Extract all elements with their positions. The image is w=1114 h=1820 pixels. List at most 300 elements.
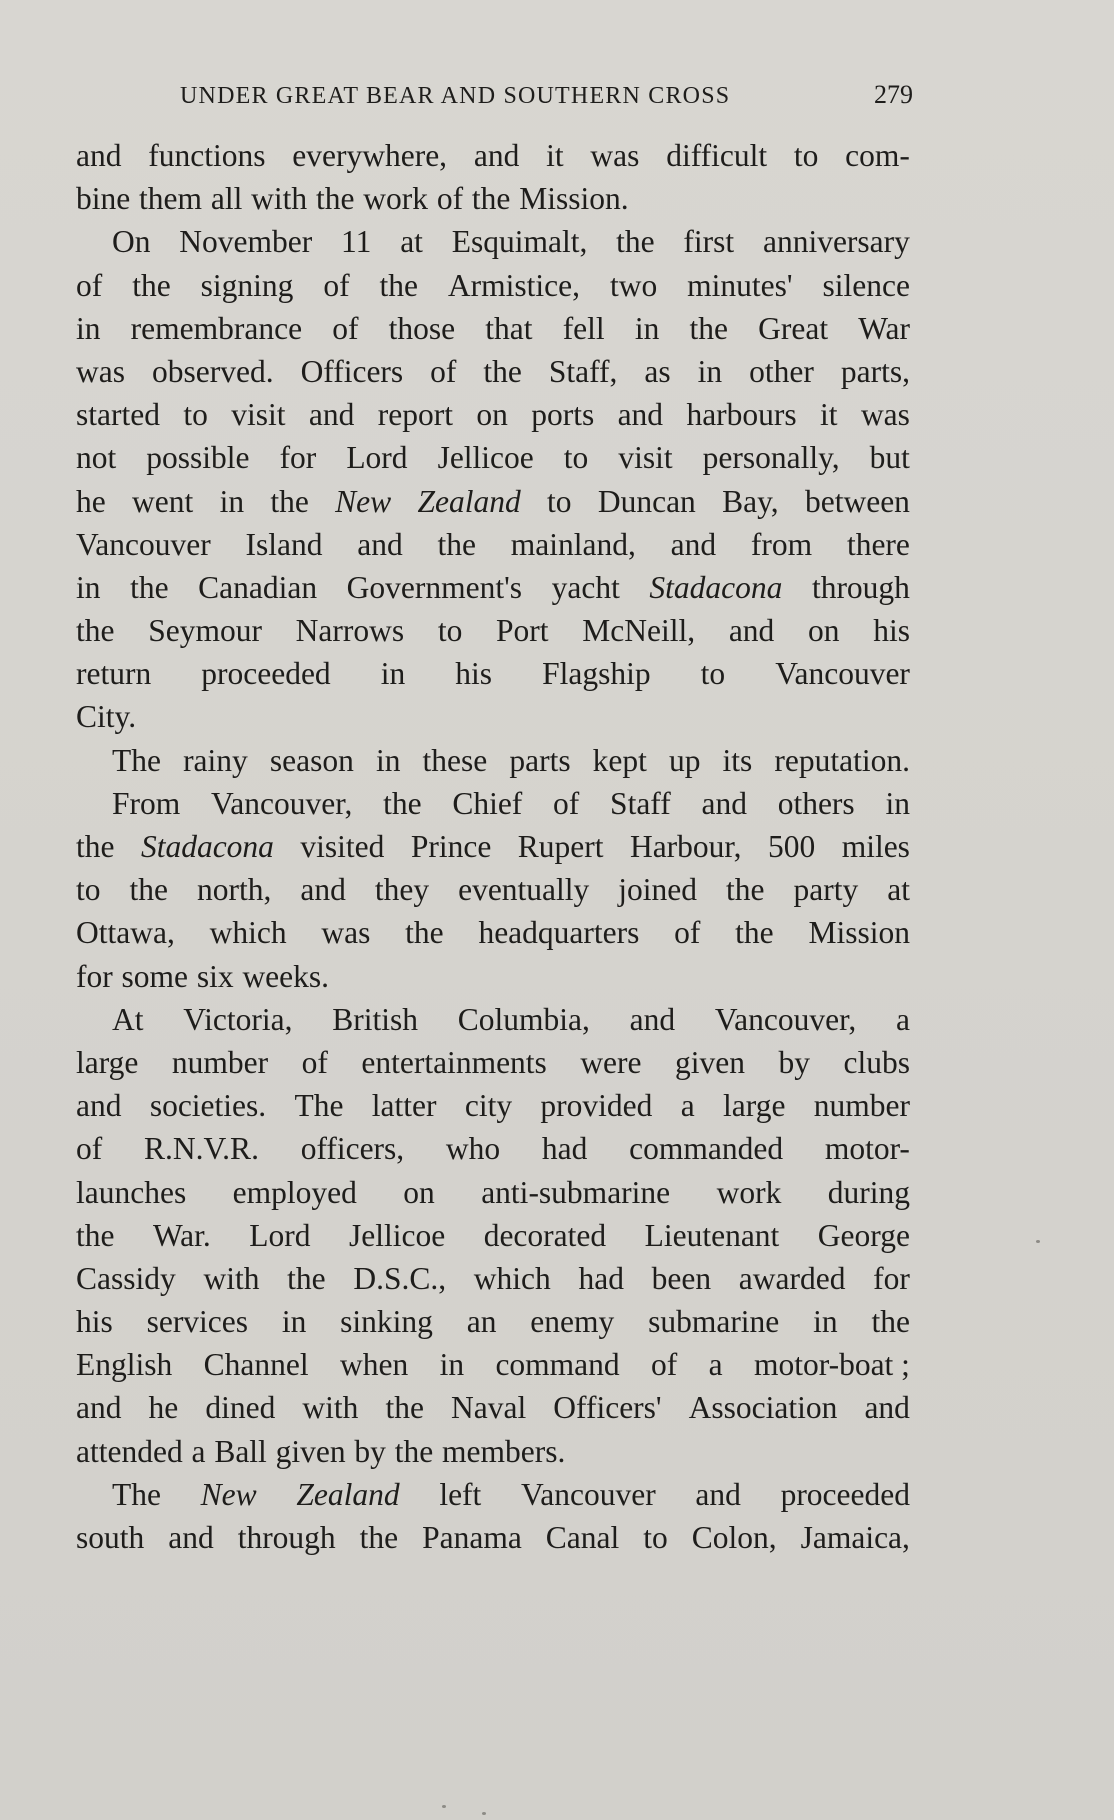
text-line <box>76 480 910 523</box>
word: for <box>873 1260 910 1296</box>
word: The <box>294 1088 344 1124</box>
word: to <box>643 1520 668 1555</box>
word: with <box>203 1260 260 1296</box>
word: the <box>405 915 444 951</box>
text-line <box>76 1041 910 1084</box>
text-line <box>76 955 910 998</box>
word: started <box>76 397 160 433</box>
text-line <box>76 1473 910 1516</box>
word: Vancouver <box>76 526 211 562</box>
word: anniversary <box>762 224 910 260</box>
word: others <box>777 785 855 821</box>
word: between <box>804 483 910 519</box>
word: Vancouver <box>775 656 910 692</box>
italic-word: Zealand <box>296 1476 400 1512</box>
word: left <box>439 1476 482 1512</box>
word: by <box>354 1433 386 1469</box>
word: members. <box>442 1433 566 1469</box>
word: ports <box>531 397 595 433</box>
word: of <box>76 1131 103 1167</box>
word: the <box>483 353 522 389</box>
word: up <box>668 742 701 778</box>
word: Naval <box>451 1390 527 1426</box>
word: were <box>580 1044 642 1080</box>
paper-speck <box>482 1812 486 1815</box>
italic-word: Stadacona <box>649 569 783 605</box>
word: the <box>379 267 418 303</box>
word: in <box>813 1304 838 1340</box>
text-line <box>76 652 910 695</box>
word: and <box>300 872 346 908</box>
text-line <box>76 1516 910 1559</box>
text-line <box>76 739 910 782</box>
word: Narrows <box>295 613 405 649</box>
text-line <box>76 1127 910 1170</box>
word: functions <box>148 138 266 173</box>
word: awarded <box>738 1260 846 1296</box>
text-line <box>76 825 910 868</box>
word: he <box>148 1390 179 1426</box>
word: parts, <box>840 353 910 389</box>
word: decorated <box>483 1217 607 1253</box>
word: from <box>750 526 813 562</box>
word: At <box>112 1001 144 1037</box>
word: Ball <box>214 1433 267 1469</box>
text-line <box>76 350 910 393</box>
word: was <box>321 915 371 951</box>
word: joined <box>618 872 698 908</box>
word: all <box>210 181 243 217</box>
word: as <box>644 353 671 389</box>
word: motor- <box>824 1131 910 1167</box>
text-line <box>76 1386 910 1429</box>
word: sinking <box>340 1304 433 1340</box>
text-line <box>76 264 910 307</box>
word: in <box>439 1347 465 1383</box>
word: Jamaica, <box>800 1520 910 1555</box>
word: to <box>547 483 572 519</box>
word: On <box>112 224 151 260</box>
word: headquarters <box>478 915 640 951</box>
word: Cassidy <box>76 1260 176 1296</box>
word: that <box>485 310 533 346</box>
word: he <box>76 483 106 519</box>
word: and <box>629 1001 676 1037</box>
word: Association <box>688 1390 838 1426</box>
word: and <box>617 397 664 433</box>
word: George <box>817 1217 910 1253</box>
word: dined <box>205 1390 276 1426</box>
word: Columbia, <box>457 1001 590 1037</box>
text-line <box>76 1257 910 1300</box>
word: of <box>436 181 464 217</box>
word: Jellicoe <box>349 1217 446 1253</box>
word: his <box>873 613 910 649</box>
word: in <box>380 656 406 692</box>
word: the <box>76 829 115 864</box>
word: and <box>670 526 717 562</box>
italic-word: Zealand <box>417 483 521 519</box>
word: eventually <box>458 872 590 908</box>
word: large <box>76 1044 139 1080</box>
word: Vancouver, <box>714 1001 857 1037</box>
word: difficult <box>666 138 768 173</box>
word: number <box>813 1088 910 1124</box>
word: party <box>793 872 859 908</box>
word: the <box>270 483 309 519</box>
word: November <box>179 224 313 260</box>
word: remembrance <box>130 310 303 346</box>
word: two <box>609 267 658 303</box>
word: miles <box>841 829 910 864</box>
word: clubs <box>843 1044 910 1080</box>
text-line <box>76 177 910 220</box>
word: the <box>871 1304 910 1340</box>
text-line <box>76 523 910 566</box>
word: Lord <box>346 440 408 476</box>
word: first <box>683 224 735 260</box>
text-line <box>76 1300 910 1343</box>
word: Canal <box>545 1520 620 1555</box>
word: and <box>864 1390 910 1426</box>
word: the <box>359 1520 399 1555</box>
word: Flagship <box>542 656 651 692</box>
word: a <box>680 1088 695 1124</box>
word: the <box>726 872 765 908</box>
word: not <box>76 440 117 476</box>
paper-speck <box>442 1805 446 1808</box>
word: visit <box>231 397 286 433</box>
word: for <box>279 440 317 476</box>
word: other <box>749 353 814 389</box>
word: and <box>76 1390 122 1426</box>
word: who <box>445 1131 501 1167</box>
word: in <box>697 353 723 389</box>
word: of <box>553 785 580 821</box>
word: entertainments <box>361 1044 547 1080</box>
text-line <box>76 911 910 954</box>
word: Channel <box>203 1347 309 1383</box>
word: six <box>196 958 234 994</box>
word: on <box>476 397 508 433</box>
word: the <box>129 872 168 908</box>
word: to <box>793 138 819 173</box>
word: Port <box>496 613 549 649</box>
word: of <box>674 915 701 951</box>
word: and <box>308 397 355 433</box>
word: his <box>76 1304 113 1340</box>
word: been <box>651 1260 712 1296</box>
word: went <box>132 483 194 519</box>
word: its <box>722 742 753 778</box>
word: mainland, <box>510 526 636 562</box>
word: which <box>209 915 287 951</box>
word: them <box>139 181 203 217</box>
word: by <box>778 1044 810 1080</box>
word: an <box>466 1304 497 1340</box>
word: visited <box>300 829 385 864</box>
word: Jellicoe <box>437 440 534 476</box>
word: command <box>495 1347 620 1383</box>
text-line <box>76 436 910 479</box>
word: and <box>357 526 403 562</box>
word: the <box>616 224 655 260</box>
word: rainy <box>183 742 248 778</box>
italic-word: Stadacona <box>140 829 274 864</box>
word: signing <box>200 267 294 303</box>
word: 500 <box>767 829 816 864</box>
word: work <box>363 181 429 217</box>
word: Rupert <box>517 829 604 864</box>
text-line <box>76 695 910 738</box>
word: attended <box>76 1433 183 1469</box>
word: with <box>251 181 308 217</box>
text-line <box>76 998 910 1041</box>
word: of <box>332 310 359 346</box>
word: the <box>735 915 774 951</box>
word: the <box>316 181 355 217</box>
text-line <box>76 1214 910 1257</box>
word: in <box>76 310 101 346</box>
word: reputation. <box>774 742 910 778</box>
word: Chief <box>452 785 523 821</box>
word: silence <box>822 267 910 303</box>
word: which <box>473 1260 551 1296</box>
word: and <box>76 1088 122 1124</box>
word: Staff <box>610 785 671 821</box>
word: English <box>76 1347 173 1383</box>
word: they <box>374 872 430 908</box>
word: services <box>146 1304 249 1340</box>
word: on <box>403 1174 435 1210</box>
word: these <box>422 742 488 778</box>
word: and <box>701 785 747 821</box>
word: the <box>76 613 115 649</box>
text-line <box>76 1430 910 1473</box>
text-line <box>76 307 910 350</box>
word: personally, <box>702 440 840 476</box>
word: in <box>375 742 401 778</box>
word: Mission. <box>519 181 629 217</box>
word: the <box>471 181 511 217</box>
word: was <box>590 138 640 173</box>
word: D.S.C., <box>353 1260 447 1296</box>
word: British <box>332 1001 418 1037</box>
word: a <box>708 1347 723 1383</box>
word: for <box>76 958 113 994</box>
word: 11 <box>341 224 372 260</box>
word: enemy <box>530 1304 615 1340</box>
word: of <box>323 267 350 303</box>
word: Officers <box>300 353 404 389</box>
text-line <box>76 782 910 825</box>
word: proceeded <box>780 1476 910 1512</box>
word: fell <box>562 310 605 346</box>
word: bine <box>76 181 131 217</box>
word: anti-submarine <box>481 1174 671 1210</box>
word: was <box>76 353 125 389</box>
word: Duncan <box>597 483 696 519</box>
word: proceeded <box>201 656 331 692</box>
word: a <box>895 1001 910 1037</box>
word: R.N.V.R. <box>143 1131 259 1167</box>
word: a <box>191 1433 206 1469</box>
text-line <box>76 1343 910 1386</box>
word: given <box>275 1433 346 1469</box>
word: of <box>76 267 103 303</box>
word: Ottawa, <box>76 915 175 951</box>
word: Canadian <box>198 569 318 605</box>
word: south <box>76 1520 145 1555</box>
word: at <box>887 872 910 908</box>
word: the <box>76 1217 115 1253</box>
word: the <box>689 310 728 346</box>
word: when <box>339 1347 409 1383</box>
word: minutes' <box>687 267 793 303</box>
text-line <box>76 393 910 436</box>
word: and <box>473 138 520 173</box>
word: the <box>383 785 422 821</box>
word: Lieutenant <box>644 1217 780 1253</box>
text-line <box>76 1084 910 1127</box>
word: harbours <box>686 397 797 433</box>
word: The <box>112 742 161 778</box>
word: launches <box>76 1174 187 1210</box>
word: weeks. <box>242 958 330 994</box>
text-line <box>76 220 910 263</box>
word: submarine <box>648 1304 780 1340</box>
word: War. <box>152 1217 211 1253</box>
text-line <box>76 868 910 911</box>
running-head <box>180 80 913 120</box>
paper-speck <box>1036 1240 1040 1243</box>
word: large <box>723 1088 786 1124</box>
word: the <box>385 1390 424 1426</box>
word: to <box>563 440 589 476</box>
word: through <box>811 569 910 605</box>
word: visit <box>618 440 673 476</box>
word: the <box>132 267 171 303</box>
word: but <box>869 440 910 476</box>
word: The <box>112 1476 161 1512</box>
word: Officers' <box>553 1390 662 1426</box>
word: had <box>541 1131 588 1167</box>
word: on <box>808 613 840 649</box>
word: and <box>695 1476 741 1512</box>
italic-word: New <box>200 1476 257 1512</box>
word: observed. <box>151 353 274 389</box>
word: in <box>634 310 660 346</box>
word: Island <box>245 526 323 562</box>
word: with <box>302 1390 359 1426</box>
word: Staff, <box>548 353 618 389</box>
word: his <box>455 656 493 692</box>
word: it <box>546 138 564 173</box>
word: and <box>168 1520 214 1555</box>
word: during <box>827 1174 910 1210</box>
body-text <box>76 134 910 1559</box>
text-line <box>76 134 910 177</box>
word: of <box>651 1347 678 1383</box>
word: it <box>820 397 838 433</box>
word: Mission <box>808 915 910 951</box>
word: McNeill, <box>582 613 696 649</box>
word: there <box>846 526 910 562</box>
word: and <box>728 613 775 649</box>
word: societies. <box>149 1088 267 1124</box>
word: commanded <box>629 1131 784 1167</box>
italic-word: New <box>335 483 392 519</box>
word: work <box>716 1174 782 1210</box>
word: report <box>377 397 453 433</box>
word: of <box>430 353 457 389</box>
word: Bay, <box>722 483 779 519</box>
word: War <box>858 310 910 346</box>
word: Victoria, <box>183 1001 293 1037</box>
word: season <box>269 742 354 778</box>
word: north, <box>197 872 272 908</box>
word: in <box>219 483 245 519</box>
word: to <box>700 656 726 692</box>
word: and <box>76 138 122 173</box>
word: Vancouver, <box>211 785 353 821</box>
word: yacht <box>551 569 620 605</box>
text-line <box>76 1171 910 1214</box>
word: those <box>388 310 456 346</box>
word: Prince <box>410 829 492 864</box>
word: in <box>281 1304 307 1340</box>
word: to <box>437 613 463 649</box>
word: return <box>76 656 152 692</box>
word: City. <box>76 699 137 735</box>
word: motor-boat ; <box>753 1347 910 1383</box>
text-line <box>76 609 910 652</box>
word: was <box>860 397 910 433</box>
word: to <box>183 397 208 433</box>
word: From <box>112 785 181 821</box>
word: Government's <box>346 569 523 605</box>
page-number: 279 <box>874 80 913 109</box>
word: kept <box>592 742 647 778</box>
word: Esquimalt, <box>451 224 588 260</box>
word: in <box>885 785 910 821</box>
word: officers, <box>300 1131 405 1167</box>
word: Lord <box>249 1217 311 1253</box>
word: provided <box>540 1088 653 1124</box>
word: latter <box>371 1088 437 1124</box>
word: had <box>578 1260 624 1296</box>
word: given <box>675 1044 745 1080</box>
word: at <box>400 224 423 260</box>
word: through <box>237 1520 336 1555</box>
word: possible <box>146 440 250 476</box>
running-title: UNDER GREAT BEAR AND SOUTHERN CROSS <box>180 83 731 109</box>
word: Panama <box>422 1520 522 1555</box>
word: city <box>464 1088 513 1124</box>
word: employed <box>232 1174 357 1210</box>
word: of <box>301 1044 328 1080</box>
word: Vancouver <box>521 1476 656 1512</box>
word: everywhere, <box>292 138 448 173</box>
text-line <box>76 566 910 609</box>
word: Armistice, <box>447 267 581 303</box>
word: com- <box>845 138 910 173</box>
word: Seymour <box>148 613 262 649</box>
word: the <box>287 1260 326 1296</box>
word: the <box>130 569 169 605</box>
word: the <box>394 1433 434 1469</box>
word: to <box>76 872 101 908</box>
